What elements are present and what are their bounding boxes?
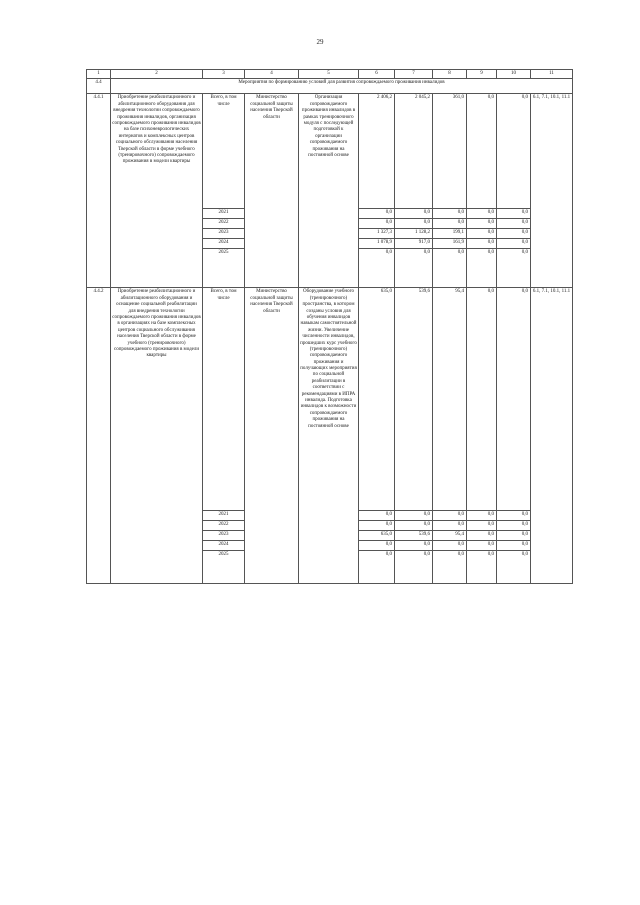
year-label: 2024 [203, 239, 245, 249]
year-value: 0,0 [395, 551, 433, 584]
year-label: 2022 [203, 219, 245, 229]
year-label: 2025 [203, 249, 245, 288]
total-value: 0,0 [467, 94, 497, 209]
year-value: 0,0 [433, 541, 467, 551]
year-value: 199,1 [433, 229, 467, 239]
item-number: 4.4.2 [87, 288, 111, 584]
table-row [87, 288, 573, 511]
year-value: 0,0 [433, 249, 467, 288]
year-value: 0,0 [433, 209, 467, 219]
year-value: 0,0 [433, 551, 467, 584]
year-value: 0,0 [467, 541, 497, 551]
year-value: 0,0 [359, 209, 395, 219]
year-value: 0,0 [467, 229, 497, 239]
total-value: 539,6 [395, 288, 433, 511]
item-indicators: 6.1, 7.1, 10.1, 11.1 [531, 94, 573, 288]
year-label: 2023 [203, 229, 245, 239]
year-value: 0,0 [467, 511, 497, 521]
item-name: Приобретение реабилитационного и абилитационного оборудования для внедрения технологии сопровождаемого проживания инвалидов, организация сопровождаемого проживания инвалидов на базе психоневрологических интернатов и комплексных центров социального обслуживания населения Тверской области в форме учебного (тренировочного) сопровождаемого проживания в модели квартиры [111, 94, 203, 288]
item-executor: Министерство социальной защиты населения Тверской области [245, 288, 299, 584]
year-value: 0,0 [395, 521, 433, 531]
total-value: 361,0 [433, 94, 467, 209]
year-label: 2021 [203, 209, 245, 219]
section-row [87, 79, 573, 94]
year-label: 2023 [203, 531, 245, 541]
item-indicators: 6.1, 7.1, 10.1, 11.1 [531, 288, 573, 584]
item-name: Приобретение реабилитационного и абилитационного оборудования и оснащение социальной реабилитации для внедрения технологии сопровождаемого проживания инвалидов в организациях на базе комплексных центров социального обслуживания населения Тверской области в форме учебного (тренировочного) сопровождаемого проживания в модели квартиры [111, 288, 203, 584]
total-label: Всего, в том числе [203, 288, 245, 511]
total-value: 95,4 [433, 288, 467, 511]
col-number-header: 3 [203, 70, 245, 79]
col-number-header: 10 [497, 70, 531, 79]
year-value: 0,0 [395, 219, 433, 229]
col-number-header: 7 [395, 70, 433, 79]
total-value: 0,0 [497, 94, 531, 209]
column-number-row [87, 70, 573, 79]
col-number-header: 1 [87, 70, 111, 79]
year-label: 2024 [203, 541, 245, 551]
year-value: 0,0 [359, 511, 395, 521]
table-row [87, 94, 573, 209]
section-title: Мероприятия по формированию условий для развития сопровождаемого проживания инвалидов [111, 79, 573, 94]
total-label: Всего, в том числе [203, 94, 245, 209]
program-table [86, 69, 573, 584]
year-value: 0,0 [395, 209, 433, 219]
year-value: 0,0 [467, 531, 497, 541]
year-value: 0,0 [359, 219, 395, 229]
year-value: 0,0 [497, 229, 531, 239]
year-value: 0,0 [359, 541, 395, 551]
year-value: 161,9 [433, 239, 467, 249]
year-value: 917,0 [395, 239, 433, 249]
total-value: 2 045,2 [395, 94, 433, 209]
year-value: 0,0 [395, 511, 433, 521]
year-value: 0,0 [359, 521, 395, 531]
year-value: 0,0 [433, 511, 467, 521]
year-value: 0,0 [497, 239, 531, 249]
year-value: 539,6 [395, 531, 433, 541]
year-value: 0,0 [395, 249, 433, 288]
col-number-header: 11 [531, 70, 573, 79]
year-value: 0,0 [395, 541, 433, 551]
year-value: 0,0 [467, 521, 497, 531]
year-value: 0,0 [497, 551, 531, 584]
year-value: 0,0 [467, 219, 497, 229]
year-value: 0,0 [497, 209, 531, 219]
year-value: 1 078,9 [359, 239, 395, 249]
col-number-header: 9 [467, 70, 497, 79]
year-label: 2025 [203, 551, 245, 584]
year-value: 95,4 [433, 531, 467, 541]
col-number-header: 6 [359, 70, 395, 79]
year-value: 0,0 [359, 249, 395, 288]
col-number-header: 5 [299, 70, 359, 79]
col-number-header: 2 [111, 70, 203, 79]
item-number: 4.4.1 [87, 94, 111, 288]
year-value: 0,0 [433, 219, 467, 229]
total-value: 2 406,2 [359, 94, 395, 209]
year-label: 2022 [203, 521, 245, 531]
year-value: 0,0 [497, 511, 531, 521]
year-value: 0,0 [467, 209, 497, 219]
page-number: 29 [316, 38, 324, 46]
total-value: 0,0 [497, 288, 531, 511]
year-value: 0,0 [497, 249, 531, 288]
year-value: 0,0 [467, 239, 497, 249]
year-value: 1 128,2 [395, 229, 433, 239]
total-value: 0,0 [467, 288, 497, 511]
year-value: 0,0 [467, 551, 497, 584]
year-label: 2021 [203, 511, 245, 521]
item-executor: Министерство социальной защиты населения Тверской области [245, 94, 299, 288]
year-value: 0,0 [497, 531, 531, 541]
year-value: 635,0 [359, 531, 395, 541]
year-value: 0,0 [359, 551, 395, 584]
year-value: 1 327,3 [359, 229, 395, 239]
item-result: Оборудование учебного (тренировочного) пространства, в котором созданы условия для обучения инвалидов навыкам самостоятельной жизни. Увеличение численности инвалидов, прошедших курс учебного (тренировочного) сопровождаемого проживания и получающих мероприятия по социальной реабилитации в соответствии с рекомендациями в ИПРА инвалида. Подготовка инвалидов к возможности сопровождаемого проживания на постоянной основе [299, 288, 359, 584]
col-number-header: 4 [245, 70, 299, 79]
total-value: 635,0 [359, 288, 395, 511]
year-value: 0,0 [467, 249, 497, 288]
year-value: 0,0 [497, 521, 531, 531]
item-result: Организация сопровождаемого проживания инвалидов в рамках тренировочного модуля с последующей подготовкой к организации сопровождаемого проживания на постоянной основе [299, 94, 359, 288]
section-number: 4.4 [87, 79, 111, 94]
col-number-header: 8 [433, 70, 467, 79]
year-value: 0,0 [497, 219, 531, 229]
year-value: 0,0 [497, 541, 531, 551]
year-value: 0,0 [433, 521, 467, 531]
